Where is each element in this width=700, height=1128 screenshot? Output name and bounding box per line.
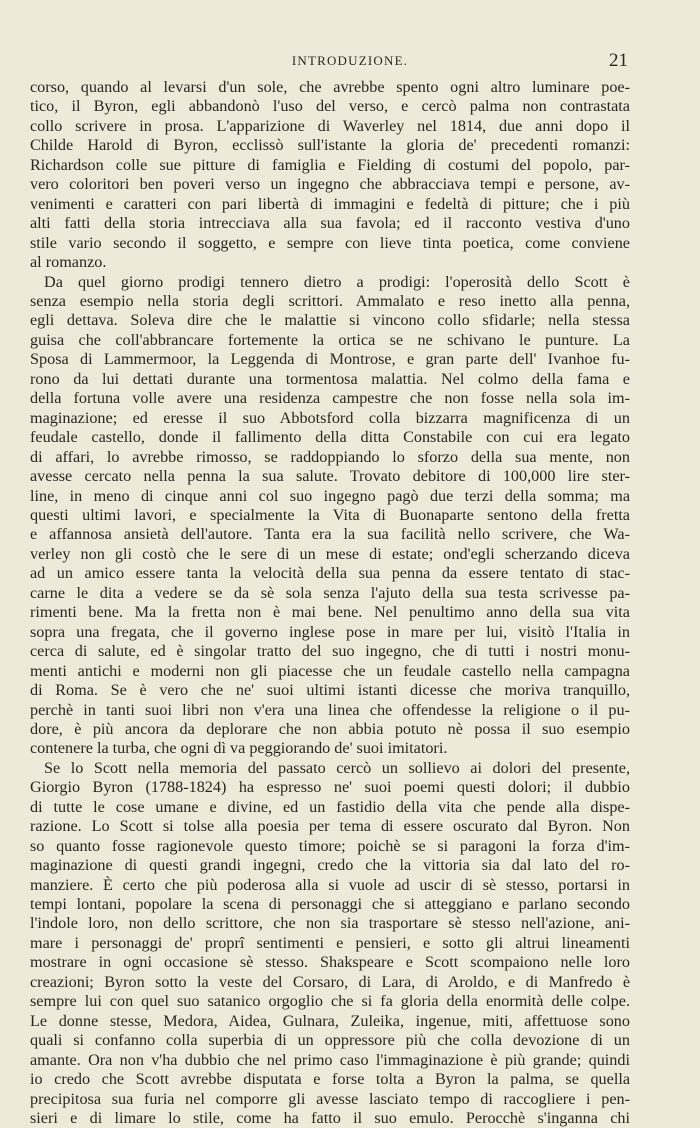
text-line: quali si confanno colla superbia di un oppressore più che colla devozione di un: [30, 1031, 630, 1050]
text-line: di Roma. Se è vero che ne' suoi ultimi istanti dicesse che moriva tranquillo,: [30, 681, 630, 700]
text-line: Richardson colle sue pitture di famiglia e Fielding di costumi del popolo, par-: [30, 155, 630, 174]
text-line: Se lo Scott nella memoria del passato cercò un sollievo ai dolori del presente,: [44, 758, 630, 777]
text-line: di affari, lo avrebbe rimosso, se raddoppiando lo sforzo della sua mente, non: [30, 447, 630, 466]
text-line: Giorgio Byron (1788-1824) ha espresso ne' suoi poemi questi dolori; il dubbio: [30, 778, 630, 797]
text-line: creazioni; Byron sotto la veste del Corsaro, di Lara, di Aroldo, e di Manfredo è: [30, 972, 630, 991]
text-line: l'indole loro, non dello scrittore, che non sia trasportare sè stesso nell'azione, ani-: [30, 914, 630, 933]
text-line: Sposa di Lammermoor, la Leggenda di Montrose, e gran parte dell' Ivanhoe fu-: [30, 350, 630, 369]
text-line: di tutte le cose umane e divine, ed un fastidio della vita che pende alla dispe-: [30, 797, 630, 816]
text-line: menti antichi e moderni non gli piacesse che un feudale castello nella campagna: [30, 661, 630, 680]
text-line: Childe Harold di Byron, ecclissò sull'istante la gloria de' precedenti romanzi:: [30, 136, 630, 155]
text-line: tico, il Byron, egli abbandonò l'uso del verso, e cercò palma non contrastata: [30, 97, 630, 116]
text-line: contenere la turba, che ogni dì va peggiorando de' suoi imitatori.: [30, 739, 448, 758]
page-header: [0, 50, 700, 72]
text-line: sieri e di limare lo stile, come ha fatto il suo emulo. Perocchè s'inganna chi: [30, 1109, 630, 1128]
text-line: egli dettava. Soleva dire che le malattie si vincono collo sfidarle; nella stessa: [30, 311, 630, 330]
text-line: rono da lui dettati durante una tormentosa malattia. Nel colmo della fama e: [30, 369, 630, 388]
text-line: maginazione di questi grandi ingegni, credo che la vittoria sia dal lato del ro-: [30, 856, 630, 875]
paragraph: [30, 78, 630, 273]
text-line: stile vario secondo il soggetto, e sempre con lieve tinta poetica, come conviene: [30, 233, 630, 252]
text-line: mostrare in ogni occasione sè stesso. Shakspeare e Scott scompaiono nelle loro: [30, 953, 630, 972]
text-line: della fortuna volle avere una residenza campestre che non fosse nella sola im-: [30, 389, 630, 408]
text-line: verley non gli costò che le sere di un mese di estate; ond'egli scherzando diceva: [30, 544, 630, 563]
text-line: Le donne stesse, Medora, Aidea, Gulnara, Zuleika, ingenue, miti, affettuose sono: [30, 1011, 630, 1030]
text-line: sempre lui con quel suo satanico orgoglio che si fa gloria della enormità delle colpe.: [30, 992, 630, 1011]
text-line: sopra una fregata, che il governo inglese pose in mare per lui, visitò l'Italia in: [30, 622, 630, 641]
text-line: maginazione; ed eresse il suo Abbotsford colla bizzarra magnificenza di un: [30, 408, 630, 427]
text-line: carne le dita a vedere se da sè sola senza l'ajuto della sua testa scrivesse pa-: [30, 583, 630, 602]
text-line: io credo che Scott avrebbe disputata e forse tolta a Byron la palma, se quella: [30, 1070, 630, 1089]
text-line: mare i personaggi de' proprî sentimenti e pensieri, e sotto gli altrui lineamenti: [30, 933, 630, 952]
paragraph: [30, 759, 630, 1128]
text-line: cerca di salute, ed è singolar tratto del suo ingegno, che di tutti i nostri monu-: [30, 642, 630, 661]
text-line: perchè in tanti suoi libri non v'era una linea che offendesse la religione o il pu-: [30, 700, 630, 719]
text-line: Da quel giorno prodigi tennero dietro a prodigi: l'operosità dello Scott è: [44, 272, 630, 291]
text-line: ad un amico essere tanta la velocità della sua penna da essere tentato di stac-: [30, 564, 630, 583]
text-line: rimenti bene. Ma la fretta non è mai bene. Nel penultimo anno della sua vita: [30, 603, 630, 622]
text-line: so quanto fosse ragionevole questo timore; poichè se si paragoni la forza d'im-: [30, 836, 630, 855]
page-number: 21: [609, 50, 628, 71]
text-line: guisa che coll'abbrancare fortemente la ortica se ne schivano le punture. La: [30, 330, 630, 349]
text-line: razione. Lo Scott si tolse alla poesia per tema di essere oscurato dal Byron. Non: [30, 817, 630, 836]
text-line: al romanzo.: [30, 253, 107, 272]
running-title: INTRODUZIONE.: [291, 53, 409, 68]
text-line: alti fatti della storia intrecciava alla sua favola; ed il racconto vestiva d'uno: [30, 214, 630, 233]
text-line: collo scrivere in prosa. L'apparizione di Waverley nel 1814, due anni dopo il: [30, 116, 630, 135]
paragraph: [30, 273, 630, 759]
text-line: dore, è più ancora da deplorare che non abbia potuto nè possa il suo esempio: [30, 719, 630, 738]
text-line: senza esempio nella storia degli scrittori. Ammalato e reso inetto alla penna,: [30, 291, 630, 310]
body-text: [30, 78, 630, 1128]
text-line: avesse cercato nella penna la sua salute. Trovato debitore di 100,000 lire ster-: [30, 467, 630, 486]
text-line: amante. Ora non v'ha dubbio che nel primo caso l'immaginazione è più grande; quindi: [30, 1050, 630, 1069]
text-line: questi ultimi lavori, e specialmente la Vita di Buonaparte sentono della fretta: [30, 505, 630, 524]
text-line: tempi lontani, popolare la scena di personaggi che si atteggiano e parlano secondo: [30, 895, 630, 914]
text-line: vero coloritori ben poveri verso un ingegno che abbracciava tempi e persone, av-: [30, 175, 630, 194]
text-line: feudale castello, donde il fallimento della ditta Constabile con cui era legato: [30, 428, 630, 447]
text-line: venimenti e caratteri con pari libertà di immagini e fedeltà di pitture; che i più: [30, 194, 630, 213]
text-line: e affannosa ansietà dell'autore. Tanta era la sua facilità nello scrivere, che Wa-: [30, 525, 630, 544]
text-line: manziere. È certo che più poderosa alla si vuole ad uscir di sè stesso, portarsi in: [30, 875, 630, 894]
text-line: corso, quando al levarsi d'un sole, che avrebbe spento ogni altro luminare poe-: [30, 78, 630, 96]
text-line: line, in meno di cinque anni col suo ingegno pagò due terzi della somma; ma: [30, 486, 630, 505]
text-line: precipitosa sua furia nel comporre gli avesse lasciato tempo di raccogliere i pen-: [30, 1089, 630, 1108]
